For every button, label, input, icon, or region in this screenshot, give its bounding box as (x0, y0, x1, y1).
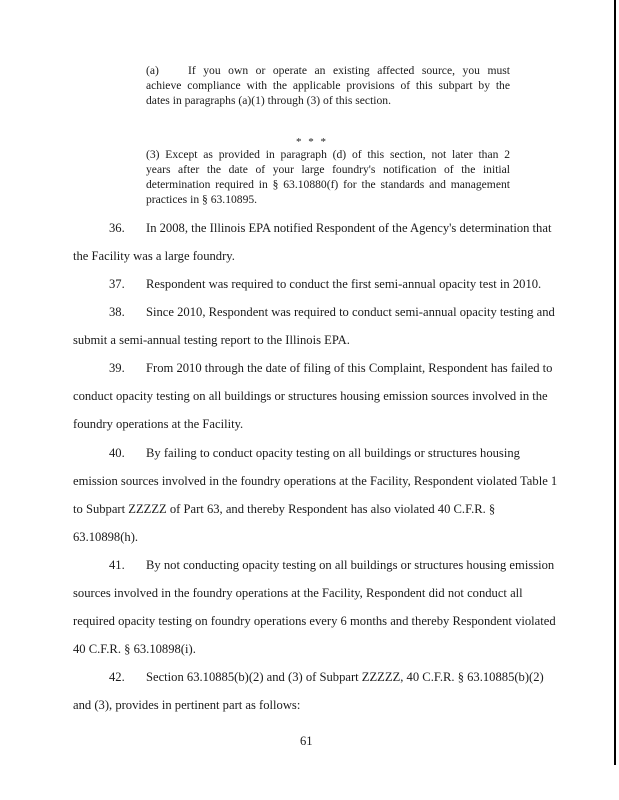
paragraph-number-39: 39. (109, 361, 125, 375)
paragraph-40-line-4: 63.10898(h). (73, 530, 139, 544)
paragraph-number-36: 36. (109, 221, 125, 235)
paragraph-41-line-2: sources involved in the foundry operations at the Facility, Respondent did not conduct all (73, 586, 523, 600)
quote-para-a-label: (a) (146, 64, 159, 77)
paragraph-42-line-2: and (3), provides in pertinent part as follows: (73, 698, 301, 712)
paragraph-39-line-2: conduct opacity testing on all buildings or structures housing emission sources involved in the (73, 389, 548, 403)
paragraph-number-40: 40. (109, 446, 125, 460)
quote-text: If you own or operate an existing affected source, you must (188, 64, 510, 77)
paragraph-41-line-4: 40 C.F.R. § 63.10898(i). (73, 642, 196, 656)
paragraph-38-line-1: Since 2010, Respondent was required to conduct semi-annual opacity testing and (146, 305, 555, 319)
paragraph-39-line-1: From 2010 through the date of filing of this Complaint, Respondent has failed to (146, 361, 553, 375)
paragraph-39-line-3: foundry operations at the Facility. (73, 417, 244, 431)
ellipsis-stars: * * * (296, 136, 328, 148)
paragraph-38-line-2: submit a semi-annual testing report to the Illinois EPA. (73, 333, 350, 347)
paragraph-42-line-1: Section 63.10885(b)(2) and (3) of Subpart ZZZZZ, 40 C.F.R. § 63.10885(b)(2) (146, 670, 544, 684)
paragraph-36-line-2: the Facility was a large foundry. (73, 249, 235, 263)
paragraph-41-line-3: required opacity testing on foundry operations every 6 months and thereby Respondent violated (73, 614, 556, 628)
quote-para-3-line-2: years after the date of your large foundry's notification of the initial (146, 163, 510, 176)
page-number: 61 (300, 734, 313, 748)
paragraph-40-line-1: By failing to conduct opacity testing on all buildings or structures housing (146, 446, 520, 460)
quote-para-3-line-1: (3) Except as provided in paragraph (d) of this section, not later than 2 (146, 148, 510, 161)
quote-para-3-line-3: determination required in § 63.10880(f) for the standards and management (146, 178, 510, 191)
paragraph-36-line-1: In 2008, the Illinois EPA notified Respondent of the Agency's determination that (146, 221, 552, 235)
page-edge-line (614, 0, 616, 765)
quote-para-3-line-4: practices in § 63.10895. (146, 193, 258, 206)
paragraph-number-37: 37. (109, 277, 125, 291)
quote-para-a-line-1 (146, 64, 510, 78)
paragraph-37-line-1: Respondent was required to conduct the first semi-annual opacity test in 2010. (146, 277, 542, 291)
quote-para-a-line-3: dates in paragraphs (a)(1) through (3) of this section. (146, 94, 392, 107)
paragraph-40-line-3: to Subpart ZZZZZ of Part 63, and thereby Respondent has also violated 40 C.F.R. § (73, 502, 496, 516)
paragraph-40-line-2: emission sources involved in the foundry operations at the Facility, Respondent violated Table 1 (73, 474, 558, 488)
quote-para-a-line-2: achieve compliance with the applicable provisions of this subpart by the (146, 79, 510, 92)
paragraph-number-42: 42. (109, 670, 125, 684)
paragraph-number-38: 38. (109, 305, 125, 319)
paragraph-41-line-1: By not conducting opacity testing on all buildings or structures housing emission (146, 558, 555, 572)
paragraph-number-41: 41. (109, 558, 125, 572)
